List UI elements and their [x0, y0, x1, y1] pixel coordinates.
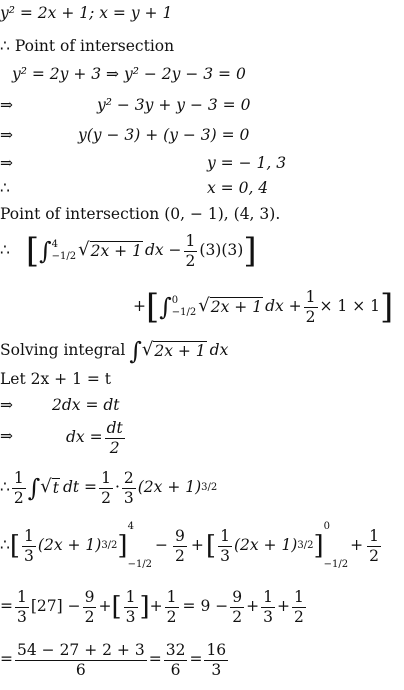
fraction-third: $\frac{1}{3}$ [220, 527, 230, 565]
fraction-32-over-6: $\frac{32}{6}$ [165, 641, 186, 679]
area-integral-second [133, 284, 393, 330]
plus-sign: + [350, 536, 364, 555]
fraction-half: $\frac{1}{2}$ [101, 469, 111, 507]
equals-sign: = [0, 597, 13, 616]
fraction-nine-halves: $\frac{9}{2}$ [84, 588, 95, 626]
therefore-symbol: ∴ [0, 241, 10, 260]
step-factor-split-expr: y² − 3y + y − 3 = 0 [97, 96, 251, 114]
implies-symbol: ⇒ [0, 96, 13, 114]
fraction-dt-over-2: $\frac{dt}{2}$ [106, 419, 123, 457]
integral-sign: ∫ [129, 337, 142, 365]
fraction-half: $\frac{1}{2}$ [294, 588, 304, 626]
power-base: (2x + 1) [233, 536, 298, 555]
square-root: √ 2x + 1 [198, 295, 263, 317]
fraction-third: $\frac{1}{3}$ [24, 527, 34, 565]
dx-minus: dx − [144, 241, 182, 260]
fraction-third: $\frac{1}{3}$ [17, 588, 27, 626]
fraction-half: $\frac{1}{2}$ [305, 288, 316, 326]
solving-label: Solving integral [0, 341, 126, 360]
x-values-expr: x = 0, 4 [207, 179, 269, 197]
substitution-line: Let 2x + 1 = t [0, 370, 111, 388]
intersection-points: Point of intersection (0, − 1), (4, 3). [0, 205, 281, 223]
dot-operator: · [114, 478, 120, 497]
simplification-line [0, 585, 308, 629]
upper-limit: 0 [171, 295, 179, 306]
fraction-nine-halves: $\frac{9}{2}$ [232, 588, 243, 626]
lower-limit: −1/2 [171, 307, 197, 318]
dx-equals: dx = [66, 428, 103, 447]
upper-limit: 4 [51, 239, 59, 250]
left-bracket: [ [205, 531, 217, 561]
fraction-half: $\frac{1}{2}$ [13, 469, 24, 507]
left-bracket: [ [9, 531, 21, 561]
substituted-equation: y² = 2y + 3 ⇒ y² − 2y − 3 = 0 [12, 65, 246, 83]
fraction-third: $\frac{1}{3}$ [125, 588, 136, 626]
left-bracket: [ [146, 287, 160, 327]
evaluation-line: ∴ [ $\frac{1}{3}$ (2x + 1) 3/2 ] 4 −1/2 − $\frac{9}{2}$ + [ $\frac{1}{3}$ (2x + 1) 3/2 ] 0 −1/2 + $\frac{1}{2}$ [0, 521, 379, 570]
plus-sign: + [133, 297, 146, 316]
implies-symbol: ⇒ [0, 126, 13, 144]
solving-integral-line [0, 338, 228, 364]
evaluation-limits: 0 −1/2 [323, 521, 349, 570]
step-factor-group-expr: y(y − 3) + (y − 3) = 0 [78, 126, 250, 144]
therefore-symbol: ∴ [0, 478, 10, 497]
triangle-area-term: (3)(3) [199, 241, 244, 260]
square-root: √ 2x + 1 [141, 339, 206, 361]
right-bracket: ] [139, 592, 150, 622]
right-bracket: ] [243, 231, 257, 271]
right-bracket: ] [117, 531, 128, 561]
dx-term: dx [209, 341, 229, 360]
equation-system: y² = 2x + 1; x = y + 1 [0, 4, 173, 22]
fraction-nine-halves: $\frac{9}{2}$ [175, 527, 185, 565]
right-bracket: ] [313, 531, 324, 561]
plus-sign: + [98, 597, 112, 616]
minus-sign: − [155, 536, 169, 555]
intersection-heading [0, 39, 174, 55]
implies-symbol: ⇒ [0, 396, 13, 414]
dt-equals: dt = [62, 478, 98, 497]
evaluation-limits: 4 −1/2 [127, 521, 153, 570]
fraction-combined: $\frac{54 - 27 + 2 + 3}{6}$ [17, 641, 145, 679]
power-base: (2x + 1) [37, 536, 102, 555]
fraction-half: $\frac{1}{2}$ [166, 588, 177, 626]
intersection-label: Point of intersection [14, 37, 175, 55]
plus-sign: + [149, 597, 163, 616]
square-root: √ t [40, 476, 59, 498]
fraction-half: $\frac{1}{2}$ [185, 232, 196, 270]
bracket-27: [27] − [30, 597, 81, 616]
nine-minus: = 9 − [182, 597, 229, 616]
right-bracket: ] [380, 287, 394, 327]
therefore-symbol: ∴ [0, 536, 10, 555]
integral-sign: ∫ [27, 474, 41, 502]
fraction-two-thirds: $\frac{2}{3}$ [123, 469, 134, 507]
plus-sign: + [277, 597, 290, 616]
power-base: (2x + 1) [137, 478, 202, 497]
fraction-third: $\frac{1}{3}$ [263, 588, 273, 626]
t-integral-line: ∴ $\frac{1}{2}$ ∫ √ t dt = $\frac{1}{2}$ · $\frac{2}{3}$ (2x + 1) 3/2 [0, 469, 218, 507]
left-bracket: [ [111, 592, 122, 622]
plus-sign: + [190, 536, 204, 555]
equals-sign: = [0, 650, 13, 669]
integral-sign: ∫ [159, 293, 172, 321]
final-answer-fraction: $\frac{16}{3}$ [206, 641, 227, 679]
final-answer-line [0, 638, 230, 682]
equals-sign: = [148, 650, 162, 669]
y-values-expr: y = − 1, 3 [207, 154, 287, 172]
dx-solve-line [0, 417, 404, 459]
therefore-symbol: ∴ [0, 37, 10, 55]
fraction-half: $\frac{1}{2}$ [369, 527, 379, 565]
lower-limit: −1/2 [51, 251, 77, 262]
implies-symbol: ⇒ [0, 427, 13, 445]
integral-sign: ∫ [39, 237, 52, 265]
plus-sign: + [246, 597, 260, 616]
implies-symbol: ⇒ [0, 154, 13, 172]
therefore-symbol: ∴ [0, 179, 10, 197]
equals-sign: = [189, 650, 203, 669]
dx-plus: dx + [265, 297, 302, 316]
triangle-area-term: × 1 × 1 [319, 297, 380, 316]
square-root: √ 2x + 1 [78, 239, 142, 261]
left-bracket: [ [25, 231, 40, 271]
integral-limits [52, 239, 76, 263]
integral-limits [172, 295, 196, 319]
area-integral-first [0, 228, 257, 274]
differential-expr: 2dx = dt [52, 396, 120, 414]
